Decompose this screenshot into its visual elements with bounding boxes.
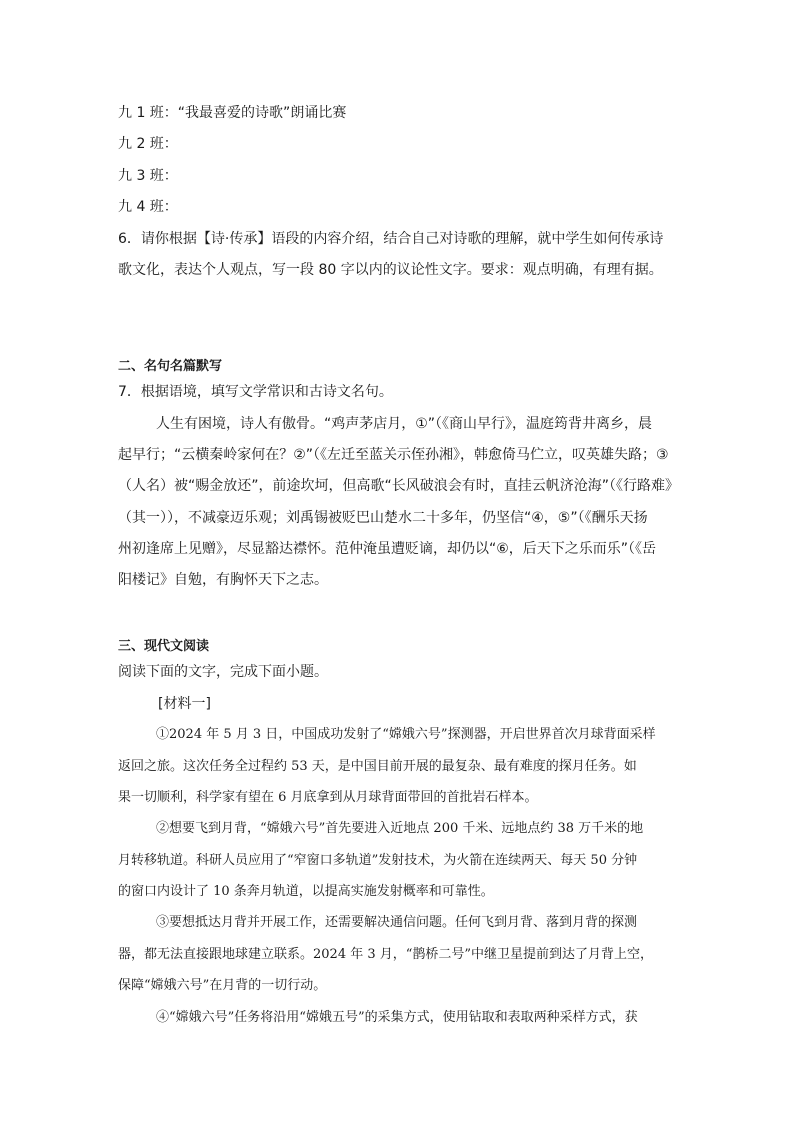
question-6-line-1: 6．请你根据【诗·传承】语段的内容介绍，结合自己对诗歌的理解，就中学生如何传承诗 [118, 231, 664, 247]
class-line-1: 九 1 班：“我最喜爱的诗歌”朗诵比赛 [118, 105, 347, 121]
question-7: 7．根据语境，填写文学常识和古诗文名句。 [118, 384, 393, 400]
section-3-heading: 三、现代文阅读 [118, 639, 210, 654]
passage-line-6: 阳楼记》自勉，有胸怀天下之志。 [118, 572, 328, 588]
material-line-3: 果一切顺利，科学家有望在 6 月底拿到从月球背面带回的首批岩石样本。 [118, 790, 538, 805]
material-line-8: 器，都无法直接跟地球建立联系。2024 年 3 月，“鹊桥二号”中继卫星提前到达了月背上空， [118, 947, 654, 962]
passage-line-4: （其一）），不减豪迈乐观；刘禹锡被贬巴山楚水二十多年，仍坚信“④，⑤”（《酬乐天扬 [118, 510, 648, 526]
material-line-7: ③要想抵达月背并开展工作，还需要解决通信问题。任何飞到月背、落到月背的探测 [156, 915, 638, 930]
material-line-5: 月转移轨道。科研人员应用了“窄窗口多轨道”发射技术，为火箭在连续两天、每天 50 分钟 [118, 853, 638, 868]
passage-line-1: 人生有困境，诗人有傲骨。“鸡声茅店月，①”（《商山早行》，温庭筠背井离乡，晨 [156, 416, 653, 432]
class-line-3: 九 3 班： [118, 168, 178, 184]
material-line-9: 保障“嫦娥六号”在月背的一切行动。 [118, 978, 327, 993]
passage-line-3: （人名）被“赐金放还”，前途坎坷，但高歌“长风破浪会有时，直挂云帆济沧海”（《行路难》 [118, 478, 680, 494]
material-line-4: ②想要飞到月背，“嫦娥六号”首先要进入近地点 200 千米、远地点约 38 万千米的地 [156, 821, 644, 836]
class-line-2: 九 2 班： [118, 136, 178, 152]
material-line-2: 返回之旅。这次任务全过程约 53 天，是中国目前开展的最复杂、最有难度的探月任务。如 [118, 759, 637, 774]
passage-line-2: 起早行；“云横秦岭家何在？②”（《左迁至蓝关示侄孙湘》，韩愈倚马伫立，叹英雄失路；③ [118, 447, 669, 463]
reading-instruction: 阅读下面的文字，完成下面小题。 [118, 664, 328, 680]
question-6-line-2: 歌文化，表达个人观点，写一段 80 字以内的议论性文字。要求：观点明确，有理有据。 [118, 262, 663, 278]
material-label: [材料一] [158, 696, 211, 712]
material-line-10: ④“嫦娥六号”任务将沿用“嫦娥五号”的采集方式，使用钻取和表取两种采样方式，获 [156, 1010, 638, 1025]
material-line-6: 的窗口内设计了 10 条奔月轨道，以提高实施发射概率和可靠性。 [118, 884, 494, 899]
material-line-1: ①2024 年 5 月 3 日，中国成功发射了“嫦娥六号”探测器，开启世界首次月球背面采样 [156, 727, 656, 742]
class-line-4: 九 4 班： [118, 199, 178, 215]
passage-line-5: 州初逢席上见赠》，尽显豁达襟怀。范仲淹虽遭贬谪，却仍以“⑥，后天下之乐而乐”（《岳 [118, 541, 657, 557]
section-2-heading: 二、名句名篇默写 [118, 359, 223, 374]
